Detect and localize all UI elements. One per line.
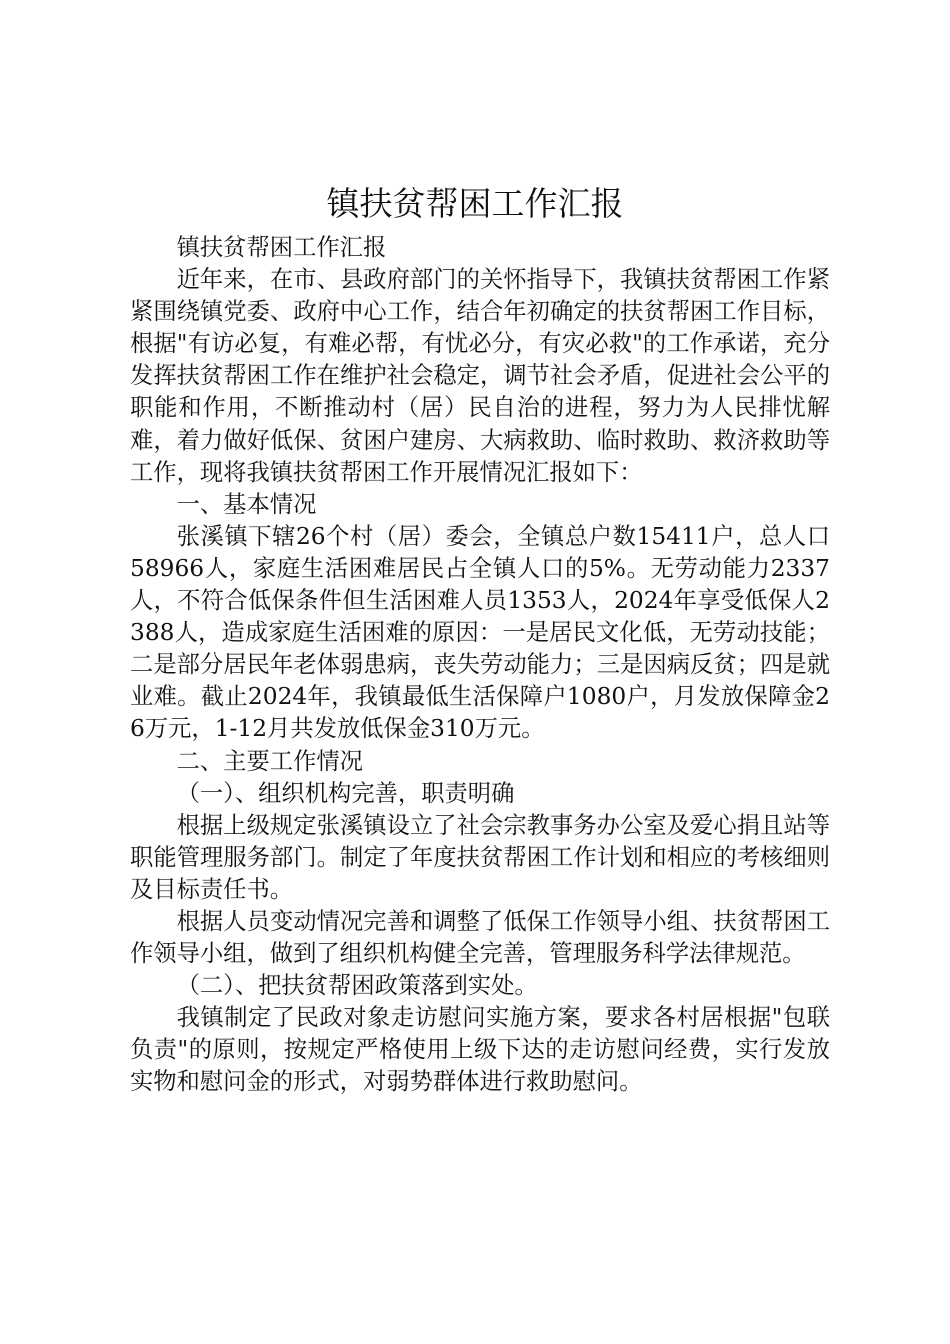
heading-main-work: 二、主要工作情况 [176,747,363,775]
paragraph-policy: 我镇制定了民政对象走访慰问实施方案，要求各村居根据"包联负责"的原则，按规定严格使用上级下达的走访慰问经费，实行发放实物和慰问金的形式，对弱势群体进行救助慰问。 [130,1004,830,1096]
document-title: 镇扶贫帮困工作汇报 [326,184,624,223]
subheading-organization: （一）、组织机构完善，职责明确 [176,779,515,807]
subheading-policy: （二）、把扶贫帮困政策落到实处。 [176,972,538,1000]
paragraph-intro: 近年来，在市、县政府部门的关怀指导下，我镇扶贫帮困工作紧紧围绕镇党委、政府中心工作，结合年初确定的扶贫帮困工作目标，根据"有访必复，有难必帮，有忧必分，有灾必救"的工作承诺，充分发挥扶贫帮困工作在维护社会稳定，调节社会矛盾，促进社会公平的职能和作用，不断推动村（居）民自治的进程，努力为人民排忧解难，着力做好低保、贫困户建房、大病救助、临时救助、救济救助等工作，现将我镇扶贫帮困工作开展情况汇报如下： [130,266,830,486]
heading-basic-situation: 一、基本情况 [176,490,317,518]
paragraph-subtitle: 镇扶贫帮困工作汇报 [176,234,387,261]
document-body [130,232,830,1099]
paragraph-organization-1: 根据上级规定张溪镇设立了社会宗教事务办公室及爱心捐且站等职能管理服务部门。制定了年度扶贫帮困工作计划和相应的考核细则及目标责任书。 [130,811,830,903]
paragraph-basic-situation: 张溪镇下辖26个村（居）委会，全镇总户数15411户，总人口58966人，家庭生活困难居民占全镇人口的5%。无劳动能力2337人，不符合低保条件但生活困难人员1353人，2024年享受低保人2388人，造成家庭生活困难的原因：一是居民文化低，无劳动技能；二是部分居民年老体弱患病，丧失劳动能力；三是因病反贫；四是就业难。截止2024年，我镇最低生活保障户1080户，月发放保障金26万元，1-12月共发放低保金310万元。 [130,522,830,743]
paragraph-organization-2: 根据人员变动情况完善和调整了低保工作领导小组、扶贫帮困工作领导小组，做到了组织机构健全完善，管理服务科学法律规范。 [130,907,830,968]
